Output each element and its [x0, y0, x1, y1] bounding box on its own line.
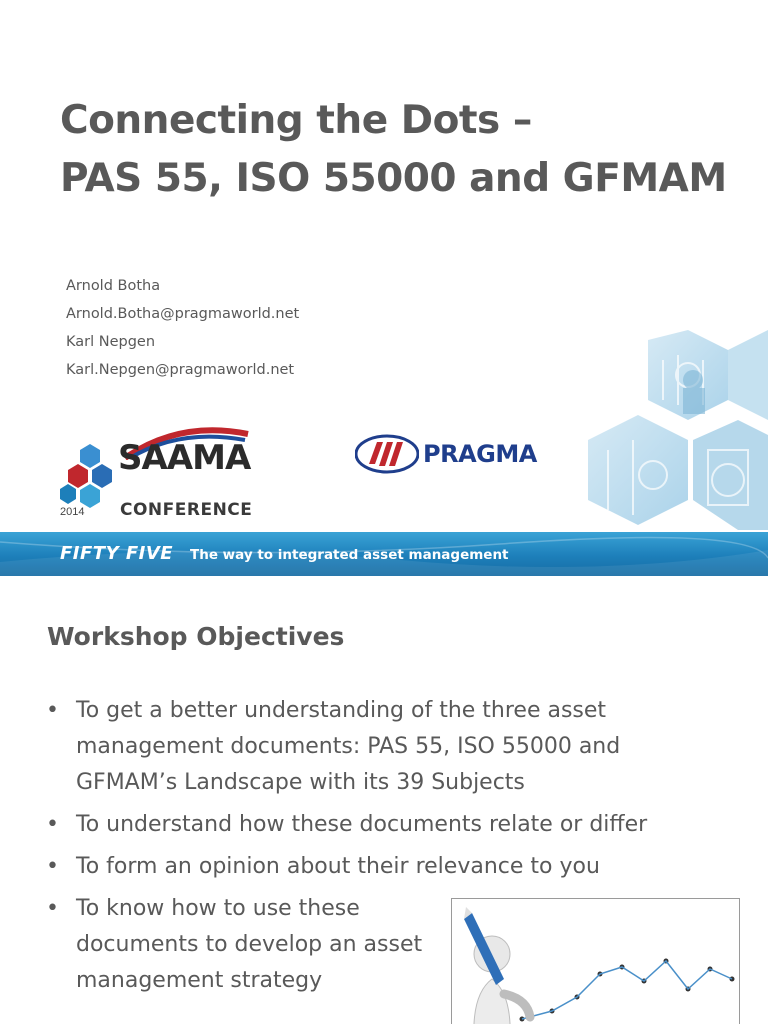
- author-name: Arnold Botha: [66, 278, 161, 294]
- hexagon-cluster-icon: [60, 442, 120, 508]
- author-email: Arnold.Botha@pragmaworld.net: [66, 306, 300, 322]
- title-line-2: PAS 55, ISO 55000 and GFMAM: [60, 156, 727, 201]
- list-item-text: To form an opinion about their relevance to you: [76, 854, 600, 879]
- saama-subtitle: CONFERENCE: [120, 500, 253, 520]
- saama-conference-logo: [60, 420, 270, 525]
- fifty-five-banner: [0, 532, 768, 576]
- list-item: [46, 849, 726, 885]
- bullet-icon: •: [46, 812, 59, 837]
- list-item: [46, 807, 726, 843]
- industrial-hexagon-image: [578, 330, 768, 530]
- slide-title: [60, 92, 727, 208]
- list-item-text: To get a better understanding of the three asset management documents: PAS 55, ISO 55000 and GFMAM’s Landscape with its 39 Subjects: [76, 698, 621, 795]
- bullet-icon: •: [46, 698, 59, 723]
- banner-brand: FIFTY FIVE: [60, 543, 174, 564]
- figure-drawing-chart-icon: [452, 899, 739, 1024]
- author-list: [66, 272, 299, 384]
- author-email: Karl.Nepgen@pragmaworld.net: [66, 362, 295, 378]
- pragma-wordmark: PRAGMA: [423, 440, 537, 468]
- saama-year: 2014: [60, 506, 85, 518]
- list-item-text: To understand how these documents relate or differ: [76, 812, 648, 837]
- bullet-icon: •: [46, 896, 59, 921]
- bullet-icon: •: [46, 854, 59, 879]
- pragma-emblem-icon: [355, 434, 419, 474]
- pragma-logo: [355, 432, 555, 478]
- objectives-slide: [0, 576, 768, 1024]
- list-item: [46, 891, 436, 999]
- saama-wordmark: SAAMA: [118, 438, 251, 478]
- list-item-text: To know how to use these documents to develop an asset management strategy: [76, 896, 423, 993]
- objectives-heading: Workshop Objectives: [47, 622, 345, 651]
- list-item: [46, 693, 726, 801]
- author-name: Karl Nepgen: [66, 334, 156, 350]
- figure-drawing-chart-image: [451, 898, 740, 1024]
- title-line-1: Connecting the Dots –: [60, 98, 532, 143]
- banner-tagline: The way to integrated asset management: [190, 547, 509, 563]
